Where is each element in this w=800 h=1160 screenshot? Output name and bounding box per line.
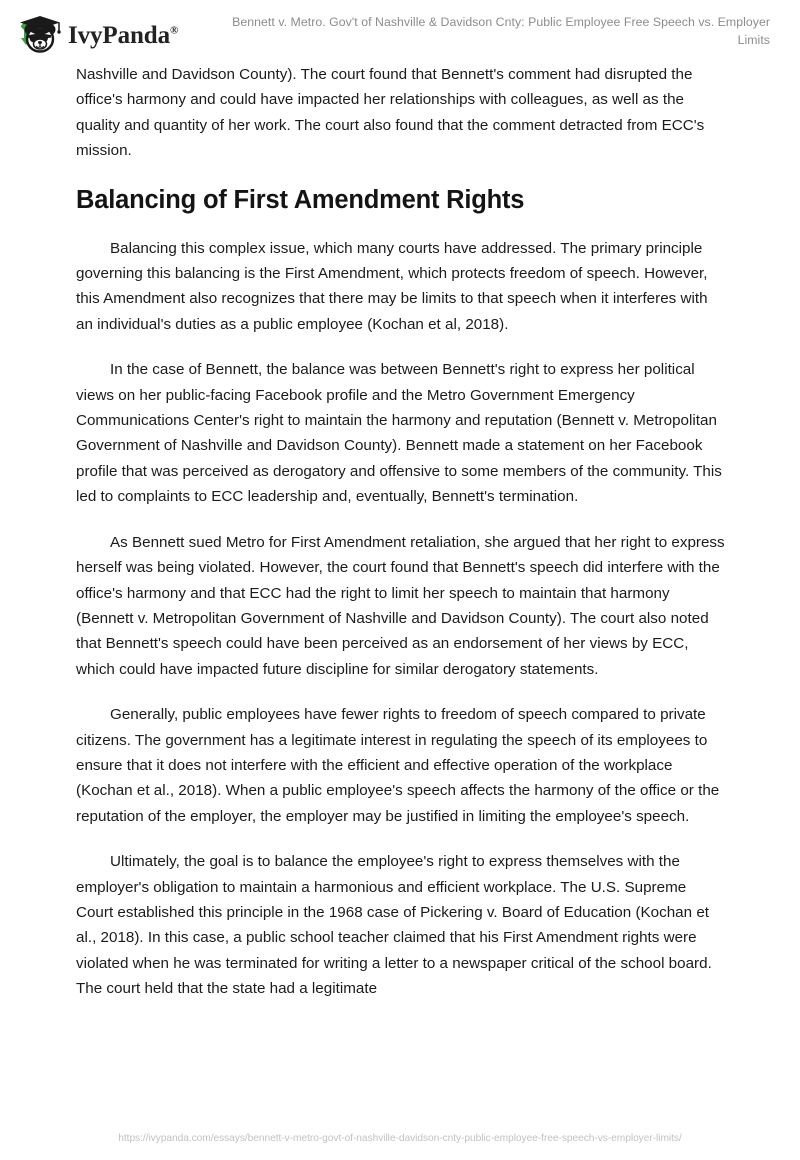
essay-content: [76, 62, 726, 1022]
source-url-link[interactable]: https://ivypanda.com/essays/bennett-v-metro-govt-of-nashville-davidson-cnty-public-employee-free-speech-vs-employer-limits/: [118, 1133, 682, 1144]
section-heading-balancing-first-amendment: Balancing of First Amendment Rights: [76, 185, 525, 214]
paragraph-public-employees-fewer-rights: Generally, public employees have fewer rights to freedom of speech compared to private citizens. The government has a legitimate interest in regulating the speech of its employees to ensure that it does not interfere with the efficient and effective operation of the workplace (Kochan et al., 2018). When a public employee's speech affects the harmony of the office or the reputation of the employer, the employer may be justified in limiting the employee's speech.: [76, 706, 720, 825]
paragraph-ultimately-goal-balance: Ultimately, the goal is to balance the employee's right to express themselves with the employer's obligation to maintain a harmonious and efficient workplace. The U.S. Supreme Court established this principle in the 1968 case of Pickering v. Board of Education (Kochan et al., 2018). In this case, a public school teacher claimed that his First Amendment rights were violated when he was terminated for writing a letter to a newspaper critical of the school board. The court held that the state had a legitimate: [76, 853, 712, 998]
paragraph-case-of-bennett: In the case of Bennett, the balance was between Bennett's right to express her political views on her public-facing Facebook profile and the Metro Government Emergency Communications Center's right to maintain the harmony and reputation (Bennett v. Metropolitan Government of Nashville and Davidson County). Bennett made a statement on her Facebook profile that was perceived as derogatory and offensive to some members of the community. This led to complaints to ECC leadership and, eventually, Bennett's termination.: [76, 361, 722, 506]
paragraph-continued-court-found: Nashville and Davidson County). The court found that Bennett's comment had disrupted the office's harmony and could have impacted her relationships with colleagues, as well as the quality and quantity of her work. The court also found that the comment detracted from ECC's mission.: [76, 66, 705, 160]
registered-trademark-icon: ®: [170, 24, 179, 37]
paragraph-bennett-sued-metro: As Bennett sued Metro for First Amendment retaliation, she argued that her right to express herself was being violated. However, the court found that Bennett's speech did interfere with the office's harmony and that ECC had the right to limit her speech to maintain that harmony (Bennett v. Metropolitan Government of Nashville and Davidson County). The court also noted that Bennett's speech could have been perceived as an endorsement of her views by ECC, which could have impacted future discipline for similar derogatory statements.: [76, 533, 725, 678]
ivypanda-panda-graduate-icon: [16, 13, 62, 55]
paragraph-balancing-complex-issue: Balancing this complex issue, which many courts have addressed. The primary principle governing this balancing is the First Amendment, which protects freedom of speech. However, this Amendment also recognizes that there may be limits to that speech when it interferes with an individual's duties as a public employee (Kochan et al, 2018).: [76, 239, 708, 333]
page-footer: [0, 1118, 800, 1160]
page-header: [0, 0, 800, 62]
brand-wordmark: [68, 23, 178, 48]
brand-logo[interactable]: [16, 13, 178, 55]
brand-name-text: IvyPanda: [68, 21, 171, 49]
document-title: Bennett v. Metro. Gov't of Nashville & Davidson Cnty: Public Employee Free Speech vs. Employer Limits: [232, 15, 770, 47]
